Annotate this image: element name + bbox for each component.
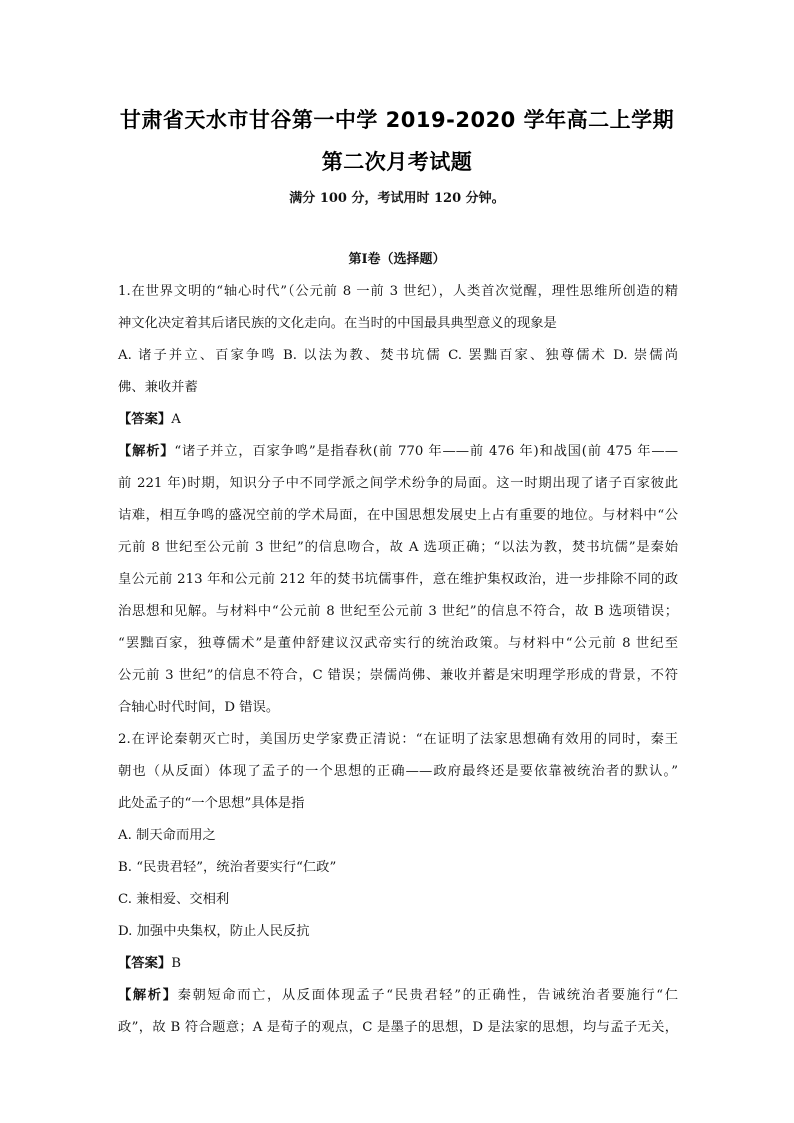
q2-option-d: D. 加强中央集权，防止人民反抗	[118, 924, 310, 939]
q1-stem-line1: 1.在世界文明的“轴心时代”（公元前 8 一前 3 世纪），人类首次觉醒，理性思维所创造的精	[118, 284, 678, 299]
q1-options-line1: A. 诸子并立、百家争鸣 B. 以法为教、焚书坑儒 C. 罢黜百家、独尊儒术 D. 崇儒尚	[118, 348, 678, 363]
q1-answer-tag: 【答案】	[118, 412, 172, 427]
q1-analysis-line6: 治思想和见解。与材料中“公元前 8 世纪至公元前 3 世纪”的信息不符合，故 B 选项错误；	[118, 604, 678, 619]
q1-analysis-text1: “诸子并立，百家争鸣”是指春秋(前 770 年——前 476 年)和战国(前 475 年——	[174, 444, 678, 459]
q2-answer	[118, 948, 678, 980]
exam-title-line2: 第二次月考试题	[321, 150, 473, 174]
q1-analysis-line5: 皇公元前 213 年和公元前 212 年的焚书坑儒事件，意在维护集权政治，进一步排除不同的政	[118, 572, 678, 587]
section-title: 第Ⅰ卷（选择题）	[348, 252, 446, 267]
q1-analysis-line3: 诘难，相互争鸣的盛况空前的学术局面，在中国思想发展史上占有重要的地位。与材料中“公	[118, 508, 678, 523]
q1-analysis-line7: “罢黜百家，独尊儒术”是董仲舒建议汉武帝实行的统治政策。与材料中“公元前 8 世纪至	[118, 636, 678, 651]
q1-answer-value: A	[171, 412, 181, 427]
q1-analysis-tag: 【解析】	[118, 444, 175, 459]
q1-answer	[118, 404, 678, 436]
exam-subtitle: 满分 100 分，考试用时 120 分钟。	[289, 191, 505, 206]
q1-stem-line2: 神文化决定着其后诸民族的文化走向。在当时的中国最具典型意义的现象是	[118, 316, 557, 331]
q2-option-a: A. 制天命而用之	[118, 828, 216, 843]
q2-stem-line2: 朝也（从反面）体现了孟子的一个思想的正确——政府最终还是要依靠被统治者的默认。”	[118, 764, 678, 779]
q2-option-b: B. “民贵君轻”，统治者要实行“仁政”	[118, 860, 337, 875]
q2-answer-tag: 【答案】	[118, 956, 172, 971]
q2-stem-line3: 此处孟子的“一个思想”具体是指	[118, 796, 305, 811]
q2-answer-value: B	[171, 956, 181, 971]
q2-stem-line1: 2.在评论秦朝灭亡时，美国历史学家费正清说：“在证明了法家思想确有效用的同时，秦王	[118, 732, 678, 747]
q2-analysis-text1: 秦朝短命而亡，从反面体现孟子“民贵君轻”的正确性，告诫统治者要施行“仁	[177, 988, 678, 1003]
q2-analysis-line1	[118, 980, 678, 1012]
question-body	[118, 276, 678, 1044]
q1-options-line2: 佛、兼收并蓄	[118, 380, 198, 395]
q1-analysis-line2: 前 221 年)时期，知识分子中不同学派之间学术纷争的局面。这一时期出现了诸子百家彼此	[118, 476, 678, 491]
q1-analysis-line4: 元前 8 世纪至公元前 3 世纪”的信息吻合，故 A 选项正确；“以法为教，焚书坑儒”是秦始	[118, 540, 678, 555]
q1-analysis-line1	[118, 436, 678, 468]
q2-analysis-tag: 【解析】	[118, 988, 178, 1003]
q1-analysis-line8: 公元前 3 世纪”的信息不符合，C 错误；崇儒尚佛、兼收并蓄是宋明理学形成的背景，不符	[118, 668, 678, 683]
q2-option-c: C. 兼相爱、交相利	[118, 892, 230, 907]
q1-analysis-line9: 合轴心时代时间，D 错误。	[118, 700, 280, 715]
exam-title-line1: 甘肃省天水市甘谷第一中学 2019-2020 学年高二上学期	[119, 108, 675, 132]
q2-analysis-line2: 政”，故 B 符合题意；A 是荀子的观点，C 是墨子的思想，D 是法家的思想，均与孟子无关，	[118, 1020, 678, 1035]
